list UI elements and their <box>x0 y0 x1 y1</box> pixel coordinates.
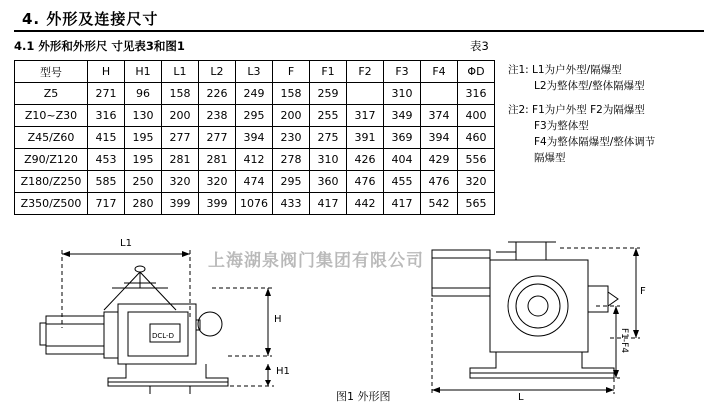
note-line: L2为整体型/整体隔爆型 <box>534 80 645 92</box>
table-cell: 320 <box>199 171 236 193</box>
note-line: F4为整体隔爆型/整体调节 <box>534 136 656 148</box>
base-plate <box>108 364 228 386</box>
table-cell: 250 <box>125 171 162 193</box>
table-cell: 476 <box>347 171 384 193</box>
table-row <box>15 193 495 215</box>
table-cell: 295 <box>273 171 310 193</box>
table-header-cell: F3 <box>384 61 421 83</box>
note-line: 注2: F1为户外型 F2为隔爆型 <box>508 104 645 116</box>
table-cell: 394 <box>236 127 273 149</box>
subsection-title: 4.1 外形和外形尺 寸见表3和图1 <box>14 39 185 53</box>
dim-arrow <box>265 348 271 356</box>
table-cell: 226 <box>199 83 236 105</box>
table-cell: 417 <box>310 193 347 215</box>
page-title: 4. 外形及连接尺寸 <box>22 10 159 28</box>
table-cell: 195 <box>125 149 162 171</box>
table-cell: 316 <box>88 105 125 127</box>
right-housing <box>490 260 588 352</box>
table-cell-model: Z350/Z500 <box>15 193 88 215</box>
table-cell: 412 <box>236 149 273 171</box>
table-cell: 281 <box>199 149 236 171</box>
motor-flange <box>104 312 118 358</box>
dim-arrow <box>265 380 271 386</box>
table-cell-model: Z5 <box>15 83 88 105</box>
table-cell: 453 <box>88 149 125 171</box>
table-cell: 195 <box>125 127 162 149</box>
table-header-cell: H <box>88 61 125 83</box>
table-cell <box>347 83 384 105</box>
table-cell: 96 <box>125 83 162 105</box>
dim-label-l: L <box>518 392 524 403</box>
table-cell: 417 <box>384 193 421 215</box>
table-cell: 271 <box>88 83 125 105</box>
motor-body <box>46 316 104 354</box>
table-cell: 585 <box>88 171 125 193</box>
table-cell: 542 <box>421 193 458 215</box>
table-cell: 317 <box>347 105 384 127</box>
table-label: 表3 <box>470 39 489 53</box>
dim-arrow <box>633 248 639 256</box>
title-divider <box>14 30 704 32</box>
table-cell: 281 <box>162 149 199 171</box>
table-cell: 442 <box>347 193 384 215</box>
dim-label-h: H <box>274 314 282 325</box>
right-bore-inner <box>516 284 560 328</box>
table-header-cell: H1 <box>125 61 162 83</box>
note-spacer <box>508 94 713 102</box>
dim-arrow <box>633 330 639 338</box>
table-cell-model: Z10~Z30 <box>15 105 88 127</box>
table-cell: 556 <box>458 149 495 171</box>
table-header-cell: L3 <box>236 61 273 83</box>
table-cell: 230 <box>273 127 310 149</box>
right-side-cap <box>608 292 618 306</box>
table-header-cell: ΦD <box>458 61 495 83</box>
table-cell: 429 <box>421 149 458 171</box>
table-cell: 394 <box>421 127 458 149</box>
note-line: 隔爆型 <box>534 152 566 164</box>
table-cell: 320 <box>162 171 199 193</box>
table-cell: 717 <box>88 193 125 215</box>
table-row <box>15 105 495 127</box>
dim-label-l1: L1 <box>120 238 132 249</box>
table-cell: 316 <box>458 83 495 105</box>
watermark: 上海湖泉阀门集团有限公司 <box>208 251 424 271</box>
right-top-neck <box>516 242 546 260</box>
table-cell: 200 <box>273 105 310 127</box>
spec-table <box>14 60 495 215</box>
table-header-cell: 型号 <box>15 61 88 83</box>
table-cell: 277 <box>199 127 236 149</box>
table-cell: 158 <box>162 83 199 105</box>
dim-label-f: F <box>640 286 646 297</box>
table-cell: 476 <box>421 171 458 193</box>
table-cell: 400 <box>458 105 495 127</box>
dim-arrow <box>62 251 70 257</box>
table-cell: 474 <box>236 171 273 193</box>
table-cell: 310 <box>310 149 347 171</box>
table-cell: 426 <box>347 149 384 171</box>
table-header-cell: L1 <box>162 61 199 83</box>
table-cell: 374 <box>421 105 458 127</box>
table-row <box>15 171 495 193</box>
table-cell: 404 <box>384 149 421 171</box>
table-cell: 130 <box>125 105 162 127</box>
table-row <box>15 149 495 171</box>
table-header-cell: L2 <box>199 61 236 83</box>
motor-endcap <box>40 323 46 345</box>
table-cell-model: Z90/Z120 <box>15 149 88 171</box>
table-header-row <box>15 61 495 83</box>
table-cell <box>421 83 458 105</box>
right-base-plate <box>470 352 614 378</box>
side-handwheel <box>198 312 222 336</box>
figure-caption: 图1 外形图 <box>336 390 391 403</box>
right-bore-center <box>528 296 548 316</box>
table-cell: 433 <box>273 193 310 215</box>
table-cell: 565 <box>458 193 495 215</box>
table-cell: 238 <box>199 105 236 127</box>
table-cell: 280 <box>125 193 162 215</box>
table-cell: 399 <box>199 193 236 215</box>
right-motor-body <box>432 250 490 296</box>
nameplate-text: DCL-D <box>152 332 174 340</box>
table-row <box>15 83 495 105</box>
table-cell: 295 <box>236 105 273 127</box>
table-cell: 399 <box>162 193 199 215</box>
table-row <box>15 127 495 149</box>
table-cell: 200 <box>162 105 199 127</box>
dim-arrow <box>182 251 190 257</box>
table-header-cell: F2 <box>347 61 384 83</box>
table-cell: 275 <box>310 127 347 149</box>
table-cell: 1076 <box>236 193 273 215</box>
dim-arrow <box>606 387 614 393</box>
table-cell: 278 <box>273 149 310 171</box>
dim-arrow <box>432 387 440 393</box>
table-cell-model: Z180/Z250 <box>15 171 88 193</box>
note-line: F3为整体型 <box>534 120 589 132</box>
table-cell: 369 <box>384 127 421 149</box>
table-cell: 349 <box>384 105 421 127</box>
note-line: 注1: L1为户外型/隔爆型 <box>508 64 622 76</box>
table-cell-model: Z45/Z60 <box>15 127 88 149</box>
table-cell: 455 <box>384 171 421 193</box>
right-bore-outer <box>508 276 568 336</box>
table-cell: 277 <box>162 127 199 149</box>
table-header-cell: F <box>273 61 310 83</box>
table-cell: 259 <box>310 83 347 105</box>
table-cell: 320 <box>458 171 495 193</box>
table-header-cell: F4 <box>421 61 458 83</box>
dim-label-h1: H1 <box>276 366 290 377</box>
handwheel-hub <box>135 266 145 272</box>
dim-label-f1-f4: F1-F4 <box>619 328 629 354</box>
table-cell: 415 <box>88 127 125 149</box>
table-cell: 360 <box>310 171 347 193</box>
table-cell: 460 <box>458 127 495 149</box>
table-cell: 158 <box>273 83 310 105</box>
dim-arrow <box>265 288 271 296</box>
dim-arrow <box>613 306 619 314</box>
notes-block <box>508 62 713 166</box>
table-cell: 255 <box>310 105 347 127</box>
dim-arrow <box>265 364 271 370</box>
table-cell: 310 <box>384 83 421 105</box>
right-side-boss <box>588 286 608 312</box>
table-header-cell: F1 <box>310 61 347 83</box>
table-cell: 249 <box>236 83 273 105</box>
table-cell: 391 <box>347 127 384 149</box>
